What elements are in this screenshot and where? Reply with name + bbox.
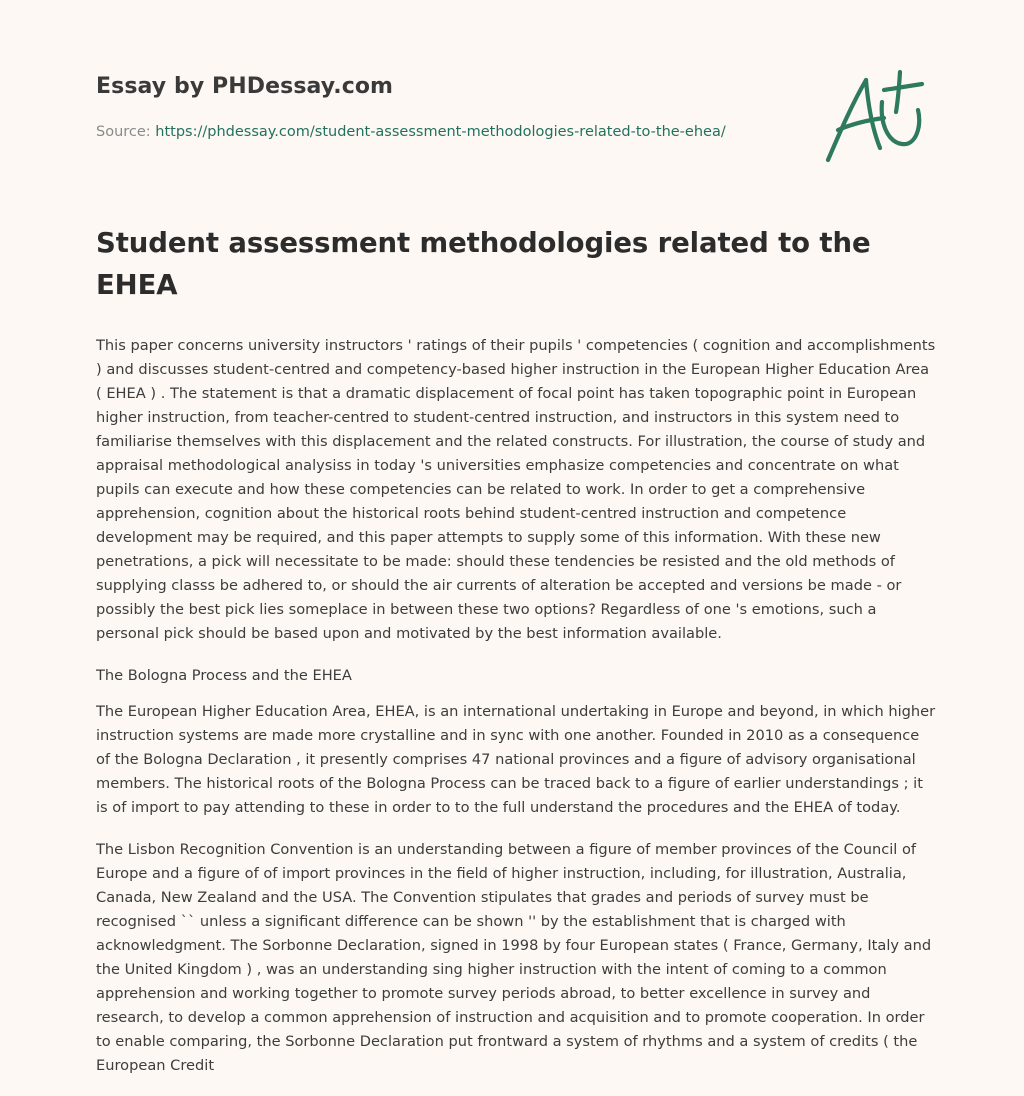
essay-article xyxy=(96,222,936,1096)
essay-paragraph: The Lisbon Recognition Convention is an understanding between a figure of member provinces of the Council of Europe and a figure of of import provinces in the field of higher instruction, including, for illustration, Australia, Canada, New Zealand and the USA. The Convention stipulates that grades and periods of survey must be recognised `` unless a significant difference can be shown '' by the establishment that is charged with acknowledgment. The Sorbonne Declaration, signed in 1998 by four European states ( France, Germany, Italy and the United Kingdom ) , was an understanding sing higher instruction with the intent of coming to a common apprehension and working together to promote survey periods abroad, to better excellence in survey and research, to develop a common apprehension of instruction and acquisition and to promote cooperation. In order to enable comparing, the Sorbonne Declaration put frontward a system of rhythms and a system of credits ( the European Credit xyxy=(96,841,932,1074)
essay-paragraph: This paper concerns university instructors ' ratings of their pupils ' competencies ( cognition and accomplishments ) and discusses student-centred and competency-based higher instruction in the European Higher Education Area ( EHEA ) . The statement is that a dramatic displacement of focal point has taken topographic point in European higher instruction, from teacher-centred to student-centred instruction, and instructors in this system need to familiarise themselves with this displacement and the related constructs. For illustration, the course of study and appraisal methodological analysiss in today 's universities emphasize competencies and concentrate on what pupils can execute and how these competencies can be related to work. In order to get a comprehensive apprehension, cognition about the historical roots behind student-centred instruction and competence development may be required, and this paper attempts to supply some of this information. With these new penetrations, a pick will necessitate to be made: should these tendencies be resisted and the old methods of supplying classs be adhered to, or should the air currents of alteration be accepted and versions be made - or possibly the best pick lies someplace in between these two options? Regardless of one 's emotions, such a personal pick should be based upon and motivated by the best information available. xyxy=(96,337,936,642)
section-heading: The Bologna Process and the EHEA xyxy=(96,667,352,684)
source-line xyxy=(96,124,726,140)
source-label: Source: xyxy=(96,124,156,140)
page-header xyxy=(96,0,928,200)
essay-title: Student assessment methodologies related to the EHEA xyxy=(96,227,871,301)
a-plus-logo-icon xyxy=(822,66,926,166)
site-title: Essay by PHDessay.com xyxy=(96,74,394,99)
source-link[interactable]: https://phdessay.com/student-assessment-methodologies-related-to-the-ehea/ xyxy=(155,124,726,140)
essay-paragraph: The European Higher Education Area, EHEA, is an international undertaking in Europe and beyond, in which higher instruction systems are made more crystalline and in sync with one another. Founded in 2010 as a consequence of the Bologna Declaration , it presently comprises 47 national provinces and a figure of advisory organisational members. The historical roots of the Bologna Process can be traced back to a figure of earlier understandings ; it is of import to pay attending to these in order to to the full understand the procedures and the EHEA of today. xyxy=(96,703,936,816)
